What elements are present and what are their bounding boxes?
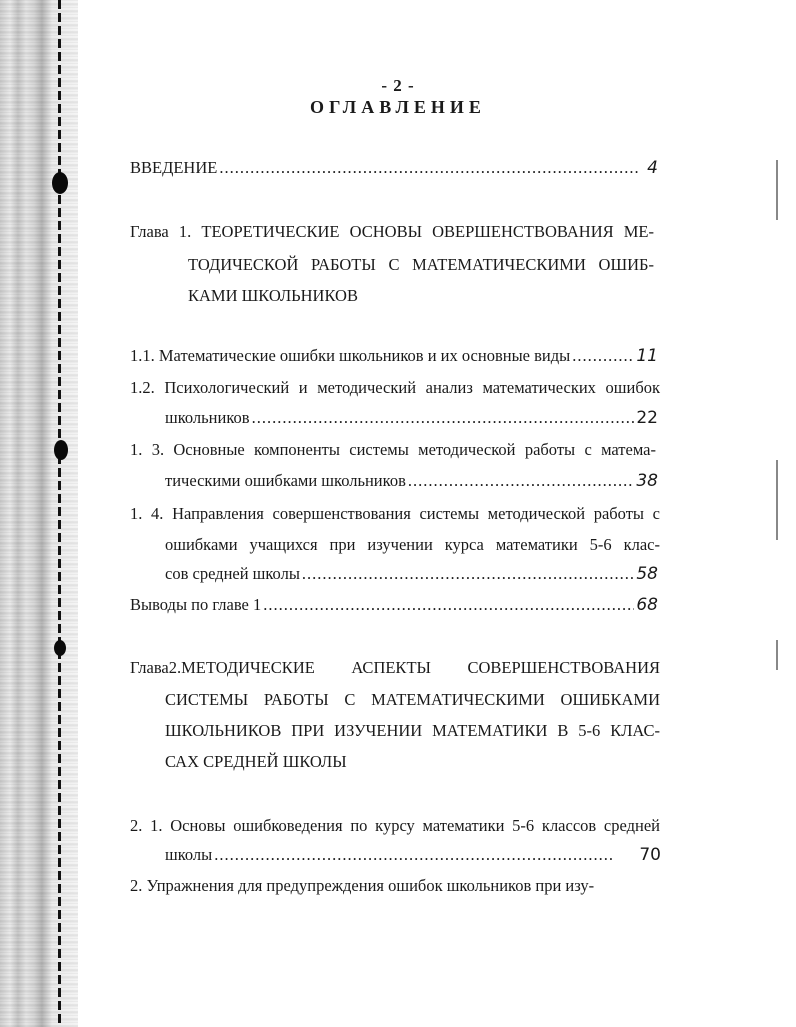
- toc-page-number: 11: [636, 346, 658, 366]
- toc-entry-1-4-line[interactable]: ошибками учащихся при изучении курса математики 5-6 клас-: [165, 535, 660, 554]
- toc-entry-intro[interactable]: [130, 158, 658, 178]
- chapter2-heading-line[interactable]: САХ СРЕДНЕЙ ШКОЛЫ: [165, 752, 347, 771]
- leader-dots: [252, 408, 635, 428]
- toc-entry-1-3-line[interactable]: 1. 3. Основные компоненты системы методической работы с матема-: [130, 440, 656, 459]
- leader-dots: [263, 595, 634, 615]
- chapter2-heading-line[interactable]: ШКОЛЬНИКОВ ПРИ ИЗУЧЕНИИ МАТЕМАТИКИ В 5-6 КЛАС-: [165, 721, 660, 740]
- leader-dots: [408, 471, 634, 491]
- toc-entry-label: ВВЕДЕНИЕ: [130, 158, 218, 177]
- toc-entry-label: 1.1. Математические ошибки школьников и их основные виды: [130, 346, 571, 365]
- binding-hole: [54, 640, 66, 656]
- binding-bar: [58, 0, 61, 1027]
- toc-entry-label: тическими ошибками школьников: [165, 471, 406, 490]
- toc-entry-label: Выводы по главе 1: [130, 595, 262, 614]
- toc-entry-1-1[interactable]: [130, 346, 658, 366]
- toc-page-number: 58: [636, 564, 658, 584]
- toc-entry-1-4-line[interactable]: 1. 4. Направления совершенствования системы методической работы с: [130, 504, 660, 523]
- toc-entry-1-4[interactable]: [165, 564, 658, 584]
- binding-hole: [52, 172, 68, 194]
- toc-page-number: 22: [636, 408, 658, 428]
- toc-page-number: 70: [639, 845, 661, 865]
- toc-page-number: 38: [636, 471, 658, 491]
- scan-mark: [776, 160, 778, 220]
- page-title: ОГЛАВЛЕНИЕ: [310, 97, 486, 117]
- toc-entry-2-2-line[interactable]: 2. Упражнения для предупреждения ошибок школьников при изу-: [130, 876, 595, 895]
- scan-mark: [776, 640, 778, 670]
- toc-entry-1-3[interactable]: [165, 471, 658, 491]
- chapter2-heading-line[interactable]: СИСТЕМЫ РАБОТЫ С МАТЕМАТИЧЕСКИМИ ОШИБКАМИ: [165, 690, 660, 709]
- binding-hole: [54, 440, 68, 460]
- toc-entry-2-1[interactable]: [165, 845, 661, 865]
- toc-entry-label: школьников: [165, 408, 250, 427]
- leader-dots: [219, 158, 638, 178]
- chapter1-heading-line[interactable]: Глава 1. ТЕОРЕТИЧЕСКИЕ ОСНОВЫ ОВЕРШЕНСТВОВАНИЯ МЕ-: [130, 222, 654, 241]
- toc-entry-conclusions[interactable]: [130, 595, 658, 615]
- chapter2-heading-line[interactable]: Глава2.МЕТОДИЧЕСКИЕ АСПЕКТЫ СОВЕРШЕНСТВОВАНИЯ: [130, 658, 660, 677]
- leader-dots: [302, 564, 634, 584]
- toc-entry-label: школы: [165, 845, 213, 864]
- leader-dots: [214, 845, 613, 865]
- chapter1-heading-line[interactable]: КАМИ ШКОЛЬНИКОВ: [188, 286, 358, 305]
- page-number: - 2 -: [381, 76, 415, 95]
- scan-edge: [0, 0, 78, 1027]
- toc-entry-1-2-line[interactable]: 1.2. Психологический и методический анализ математических ошибок: [130, 378, 660, 397]
- leader-dots: [572, 346, 634, 366]
- scan-mark: [776, 460, 778, 540]
- toc-entry-1-2[interactable]: [165, 408, 658, 428]
- toc-page-number: 68: [636, 595, 658, 615]
- toc-entry-label: сов средней школы: [165, 564, 300, 583]
- chapter1-heading-line[interactable]: ТОДИЧЕСКОЙ РАБОТЫ С МАТЕМАТИЧЕСКИМИ ОШИБ-: [188, 255, 654, 274]
- toc-entry-2-1-line[interactable]: 2. 1. Основы ошибковедения по курсу математики 5-6 классов средней: [130, 816, 660, 835]
- toc-page-number: 4: [647, 158, 658, 178]
